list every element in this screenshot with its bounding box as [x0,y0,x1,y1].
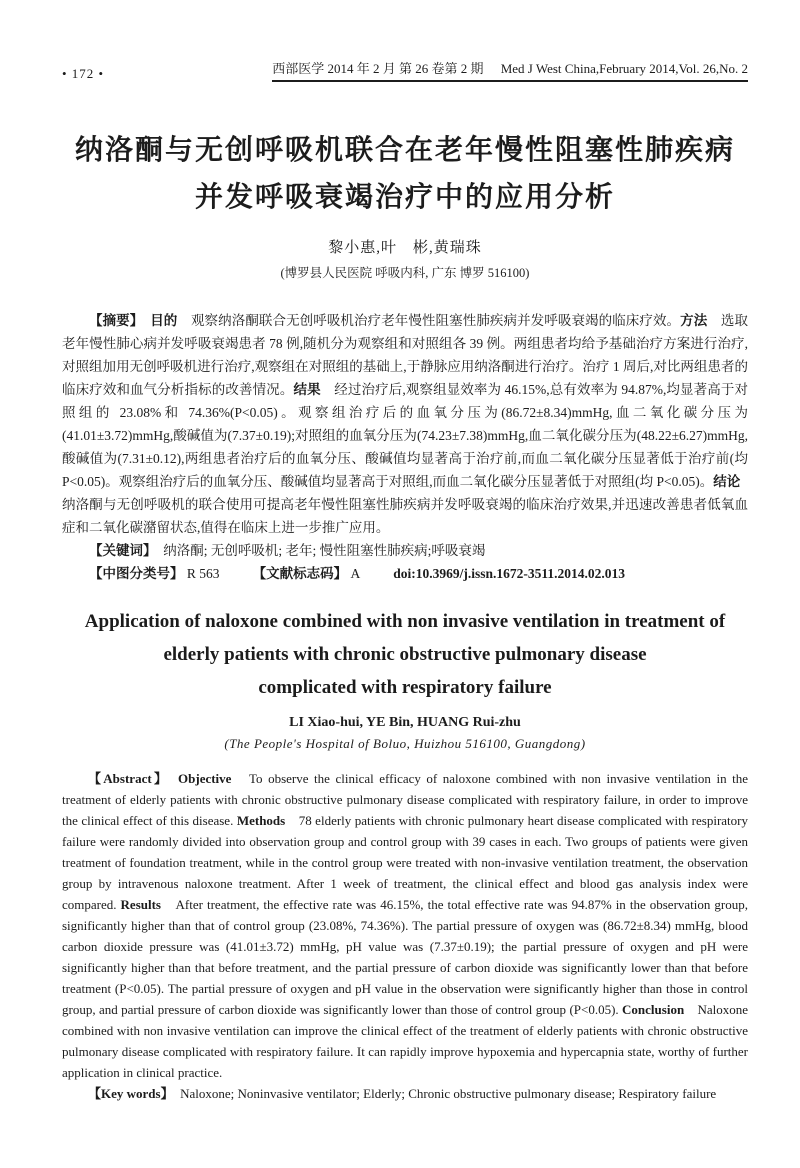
doc-code-label: 【文献标志码】 [252,566,348,581]
journal-name-cn: 西部医学 2014 年 2 月 第 26 卷第 2 期 [272,61,484,76]
article-title-en-line2: elderly patients with chronic obstructive pulmonary disease [163,644,647,665]
doi-text: doi:10.3969/j.issn.1672-3511.2014.02.013 [393,566,626,581]
journal-name-en: Med J West China,February 2014,Vol. 26,No. 2 [500,61,748,76]
abstract-cn-block [62,309,754,585]
abstract-en-paragraph: 【Abstract】 Objective To observe the clinical efficacy of naloxone combined with non invasive ventilation in the treatment of elderly patients with chronic obstructive pulmonary disease complicated with respiratory failure, in order to improve the clinical effect of this disease. Methods 78 elderly patients with chronic pulmonary heart disease complicated with respiratory failure were randomly divided into observation group and control group with 39 cases in each. Two groups of patients were given treatment of foundation treatment, while in the control group were treated with non-invasive ventilation treatment, the observation group by intravenous naloxone treatment. After 1 week of treatment, the clinical effect and blood gas analysis index were compared. Results After treatment, the effective rate was 46.15%, the total effective rate was 94.87% in the observation group, significantly higher than that of control group (23.08%, 74.36%). The partial pressure of oxygen was (86.72±8.34) mmHg, blood carbon dioxide pressure was (41.01±3.72) mmHg, pH value was (7.37±0.19); the partial pressure of oxygen and pH were significantly higher than that before treatment, and the partial pressure of carbon dioxide was significantly lower than that before treatment (P<0.05). The partial pressure of oxygen and pH value in the observation were significantly higher than those in control group, and partial pressure of carbon dioxide was significantly lower than those of control group (P<0.05). Conclusion Naloxone combined with non invasive ventilation can improve the clinical effect of the treatment of elderly patients with chronic obstructive pulmonary disease complicated with respiratory failure. It can rapidly improve hypoxemia and hypercapnia state, worthy of further application in clinical practice. [62,771,748,1080]
article-title-en-line1: Application of naloxone combined with non invasive ventilation in treatment of [84,611,726,632]
authors-cn: 黎小惠,叶 彬,黄瑞珠 [328,240,482,256]
authors-en: LI Xiao-hui, YE Bin, HUANG Rui-zhu [289,715,521,730]
affiliation-cn: (博罗县人民医院 呼吸内科, 广东 博罗 516100) [280,266,530,280]
page-number: • 172 • [62,66,105,81]
page-header [62,58,748,82]
abstract-en-block [62,768,748,1104]
abstract-cn-paragraph: 【摘要】 目的 观察纳洛酮联合无创呼吸机治疗老年慢性阻塞性肺疾病并发呼吸衰竭的临床疗效。方法 选取老年慢性肺心病并发呼吸衰竭患者 78 例,随机分为观察组和对照组各 39 例。两组患者均给予基础治疗方案进行治疗,对照组加用无创呼吸机进行治疗,观察组在对照组的基础上,于静脉应用纳洛酮进行治疗。治疗 1 周后,对比两组患者的临床疗效和血气分析指标的改善情况。结果 经过治疗后,观察组显效率为 46.15%,总有效率为 94.87%,均显著高于对照组的 23.08%和 74.36%(P<0.05)。观察组治疗后的血氧分压为(86.72±8.34)mmHg,血二氧化碳分压为(41.01±3.72)mmHg,酸碱值为(7.37±0.19);对照组的血氧分压为(74.23±7.38)mmHg,血二氧化碳分压为(48.22±6.27)mmHg,酸碱值为(7.31±0.12),两组患者治疗后的血氧分压、酸碱值均显著高于治疗前,而血二氧化碳分压显著低于治疗前(均 P<0.05)。观察组治疗后的血氧分压、酸碱值均显著高于对照组,而血二氧化碳分压显著低于对照组(均 P<0.05)。结论 纳洛酮与无创呼吸机的联合使用可提高老年慢性阻塞性肺疾病并发呼吸衰竭的临床治疗效果,并迅速改善患者低氧血症和二氧化碳潴留状态,值得在临床上进一步推广应用。 [62,313,754,535]
journal-running-head [272,58,748,82]
article-title-en [62,605,748,704]
keywords-en-line [62,1083,748,1104]
article-title-cn [62,126,748,220]
keywords-cn-line [62,539,748,562]
doc-code-value: A [350,566,361,581]
keywords-en-label: 【Key words】 [88,1086,168,1101]
article-title-cn-line2: 并发呼吸衰竭治疗中的应用分析 [194,181,615,212]
clc-value: R 563 [186,566,220,581]
classification-line [62,562,748,585]
article-title-cn-line1: 纳洛酮与无创呼吸机联合在老年慢性阻塞性肺疾病 [74,134,735,165]
keywords-cn-label: 【关键词】 [89,543,150,558]
clc-label: 【中图分类号】 [89,566,184,581]
keywords-cn-text: 纳洛酮; 无创呼吸机; 老年; 慢性阻塞性肺疾病;呼吸衰竭 [149,543,486,558]
affiliation-en: (The People's Hospital of Boluo, Huizhou 516100, Guangdong) [224,736,586,751]
article-title-en-line3: complicated with respiratory failure [258,677,552,698]
keywords-en-text: Naloxone; Noninvasive ventilator; Elderly; Chronic obstructive pulmonary disease; Respiratory failure [167,1086,717,1101]
